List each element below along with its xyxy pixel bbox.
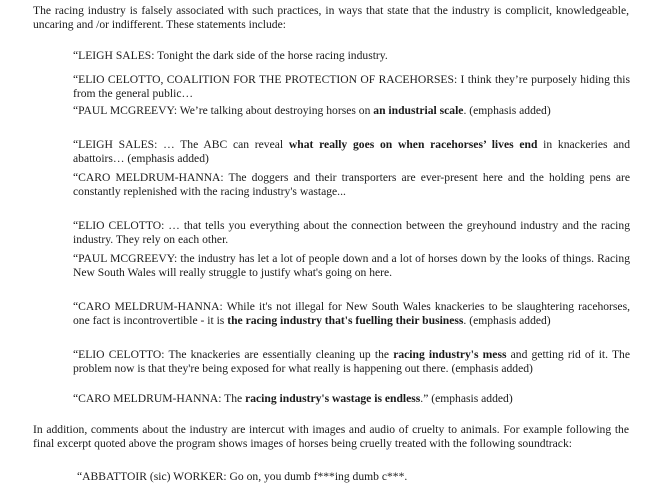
quote-paragraph: “PAUL MCGREEVY: We’re talking about destroying horses on an industrial scale. (emphasis added): [73, 104, 551, 117]
quote-paragraph: “LEIGH SALES: … The ABC can reveal what really goes on when racehorses’ lives end in knackeries and abattoirs… (emphasis added): [73, 138, 630, 166]
quote-paragraph: “CARO MELDRUM-HANNA: The racing industry's wastage is endless.” (emphasis added): [73, 392, 513, 405]
intro-paragraph: The racing industry is falsely associated with such practices, in ways that state that the industry is complicit, knowledgeable, uncaring and /or indifferent. These statements include:: [33, 4, 629, 32]
quote-paragraph: “PAUL MCGREEVY: the industry has let a lot of people down and a lot of horses down by the looks of things. Racing New South Wales will really struggle to justify what's going on here.: [73, 252, 630, 280]
quote-paragraph: “CARO MELDRUM-HANNA: The doggers and their transporters are ever-present here and the holding pens are constantly replenished with the racing industry's wastage...: [73, 171, 630, 199]
quote-paragraph: “LEIGH SALES: Tonight the dark side of the horse racing industry.: [73, 49, 388, 62]
quote-paragraph: “ELIO CELOTTO: The knackeries are essentially cleaning up the racing industry's mess and getting rid of it. The problem now is that they're being exposed for what really is happening out there. (emphasis added): [73, 348, 630, 376]
quote-paragraph: “ELIO CELOTTO: … that tells you everything about the connection between the greyhound industry and the racing industry. They rely on each other.: [73, 219, 630, 247]
outro-paragraph: In addition, comments about the industry are intercut with images and audio of cruelty to animals. For example following the final excerpt quoted above the program shows images of horses being cruelly treated with the following soundtrack:: [33, 423, 629, 451]
quote-paragraph: “ELIO CELOTTO, COALITION FOR THE PROTECTION OF RACEHORSES: I think they’re purposely hiding this from the general public…: [73, 73, 630, 101]
quote-paragraph: “CARO MELDRUM-HANNA: While it's not illegal for New South Wales knackeries to be slaughtering racehorses, one fact is incontrovertible - it is the racing industry that's fuelling their business. (emphasis added): [73, 300, 630, 328]
final-quote: “ABBATTOIR (sic) WORKER: Go on, you dumb f***ing dumb c***.: [77, 470, 408, 483]
